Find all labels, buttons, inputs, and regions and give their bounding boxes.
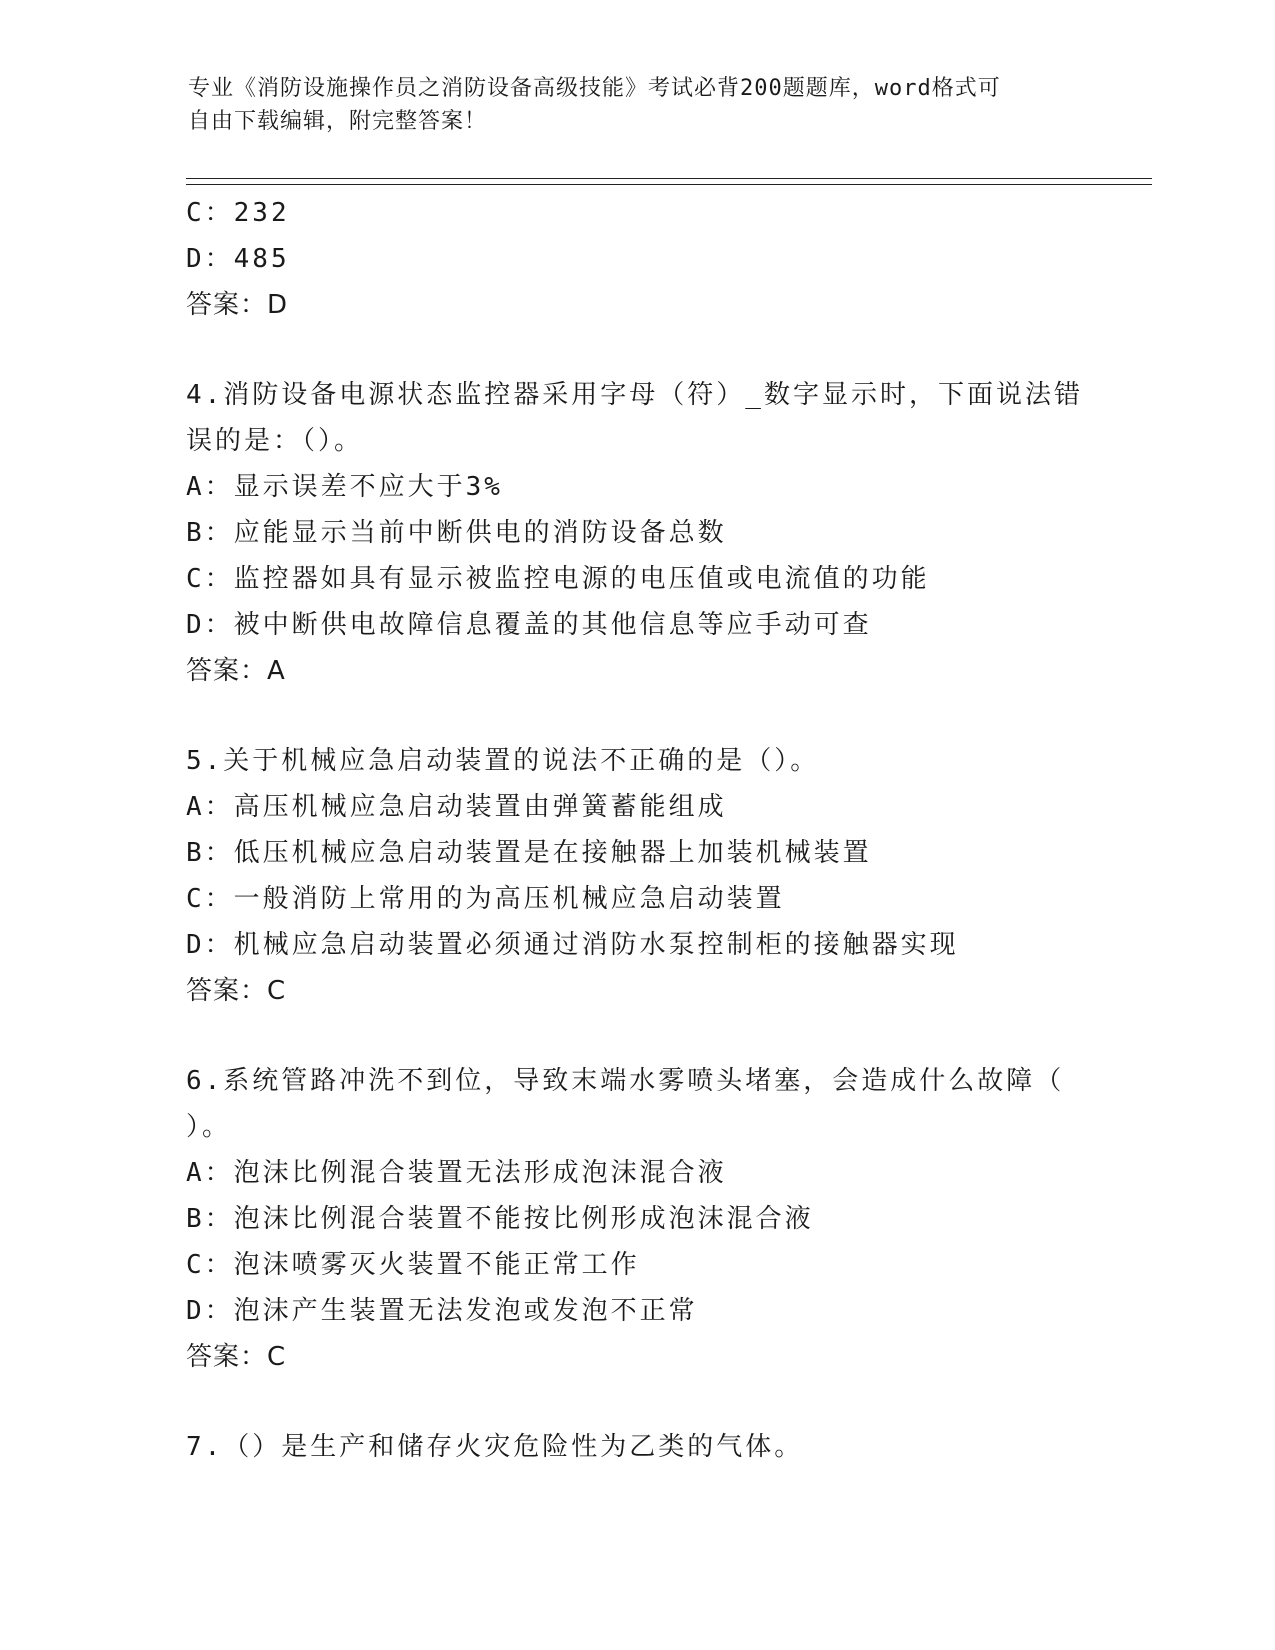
question-stem: 6.系统管路冲洗不到位，导致末端水雾喷头堵塞，会造成什么故障（ (186, 1066, 1065, 1096)
question-7 (186, 1424, 1116, 1470)
option-c: C：232 (186, 198, 290, 228)
option-c: C：泡沫喷雾灭火装置不能正常工作 (186, 1250, 640, 1280)
option-d: D：机械应急启动装置必须通过消防水泵控制柜的接触器实现 (186, 930, 959, 960)
question-list (186, 190, 1116, 1470)
spacer (186, 1380, 1116, 1424)
document-header (188, 72, 1088, 138)
option-d: D：485 (186, 244, 290, 274)
question-stem: 7.（）是生产和储存火灾危险性为乙类的气体。 (186, 1432, 804, 1462)
option-b: B：应能显示当前中断供电的消防设备总数 (186, 518, 727, 548)
header-title-line-1: 专业《消防设施操作员之消防设备高级技能》考试必背200题题库，word格式可 (188, 76, 1001, 101)
option-a: A：高压机械应急启动装置由弹簧蓄能组成 (186, 792, 727, 822)
option-d: D：泡沫产生装置无法发泡或发泡不正常 (186, 1296, 698, 1326)
option-d: D：被中断供电故障信息覆盖的其他信息等应手动可查 (186, 610, 872, 640)
option-c: C：监控器如具有显示被监控电源的电压值或电流值的功能 (186, 564, 930, 594)
option-b: B：泡沫比例混合装置不能按比例形成泡沫混合液 (186, 1204, 814, 1234)
question-4 (186, 372, 1116, 694)
option-a: A：泡沫比例混合装置无法形成泡沫混合液 (186, 1158, 727, 1188)
option-b: B：低压机械应急启动装置是在接触器上加装机械装置 (186, 838, 872, 868)
answer-line: 答案：A (186, 656, 286, 686)
answer-line: 答案：D (186, 290, 289, 320)
question-3-tail (186, 190, 1116, 328)
spacer (186, 694, 1116, 738)
spacer (186, 1014, 1116, 1058)
question-stem: 5.关于机械应急启动装置的说法不正确的是（）。 (186, 746, 820, 776)
question-6 (186, 1058, 1116, 1380)
question-stem-continued: 误的是：（）。 (186, 426, 364, 456)
header-title-line-2: 自由下载编辑，附完整答案！ (188, 109, 488, 134)
answer-line: 答案：C (186, 976, 287, 1006)
question-stem-continued: ）。 (186, 1112, 232, 1142)
option-a: A：显示误差不应大于3% (186, 472, 503, 502)
answer-line: 答案：C (186, 1342, 287, 1372)
option-c: C：一般消防上常用的为高压机械应急启动装置 (186, 884, 785, 914)
spacer (186, 328, 1116, 372)
question-5 (186, 738, 1116, 1014)
header-divider (186, 178, 1152, 185)
question-stem: 4.消防设备电源状态监控器采用字母（符）_数字显示时，下面说法错 (186, 380, 1083, 410)
